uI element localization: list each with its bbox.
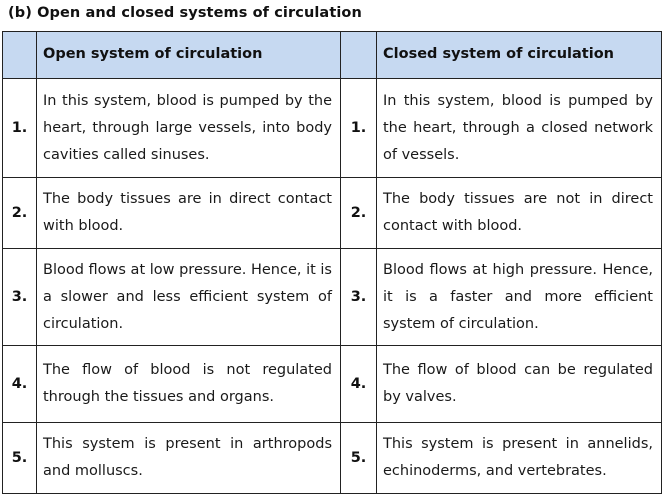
table-row	[3, 423, 662, 494]
row-number-open: 4.	[3, 346, 37, 423]
header-num-cell-closed	[341, 32, 377, 79]
row-number-closed: 3.	[341, 249, 377, 346]
open-system-cell: The flow of blood is not regulated through the tissues and organs.	[37, 346, 341, 423]
row-number-closed: 4.	[341, 346, 377, 423]
header-open-system: Open system of circulation	[37, 32, 341, 79]
closed-system-cell: The flow of blood can be regulated by valves.	[377, 346, 662, 423]
table-row	[3, 178, 662, 249]
row-number-closed: 5.	[341, 423, 377, 494]
row-number-open: 5.	[3, 423, 37, 494]
row-number-open: 1.	[3, 79, 37, 178]
closed-system-cell: The body tissues are not in direct contact with blood.	[377, 178, 662, 249]
closed-system-cell: Blood flows at high pressure. Hence, it is a faster and more efficient system of circulation.	[377, 249, 662, 346]
open-system-cell: The body tissues are in direct contact with blood.	[37, 178, 341, 249]
table-row	[3, 79, 662, 178]
header-closed-system: Closed system of circulation	[377, 32, 662, 79]
open-system-cell: Blood flows at low pressure. Hence, it is a slower and less efficient system of circulation.	[37, 249, 341, 346]
closed-system-cell: This system is present in annelids, echinoderms, and vertebrates.	[377, 423, 662, 494]
table-row	[3, 249, 662, 346]
row-number-closed: 2.	[341, 178, 377, 249]
row-number-open: 2.	[3, 178, 37, 249]
header-num-cell-open	[3, 32, 37, 79]
open-system-cell: This system is present in arthropods and molluscs.	[37, 423, 341, 494]
table-row	[3, 346, 662, 423]
open-system-cell: In this system, blood is pumped by the heart, through large vessels, into body cavities called sinuses.	[37, 79, 341, 178]
row-number-closed: 1.	[341, 79, 377, 178]
row-number-open: 3.	[3, 249, 37, 346]
closed-system-cell: In this system, blood is pumped by the heart, through a closed network of vessels.	[377, 79, 662, 178]
section-heading: (b) Open and closed systems of circulation	[8, 5, 362, 21]
table-header-row	[3, 32, 662, 79]
comparison-table	[2, 31, 662, 494]
